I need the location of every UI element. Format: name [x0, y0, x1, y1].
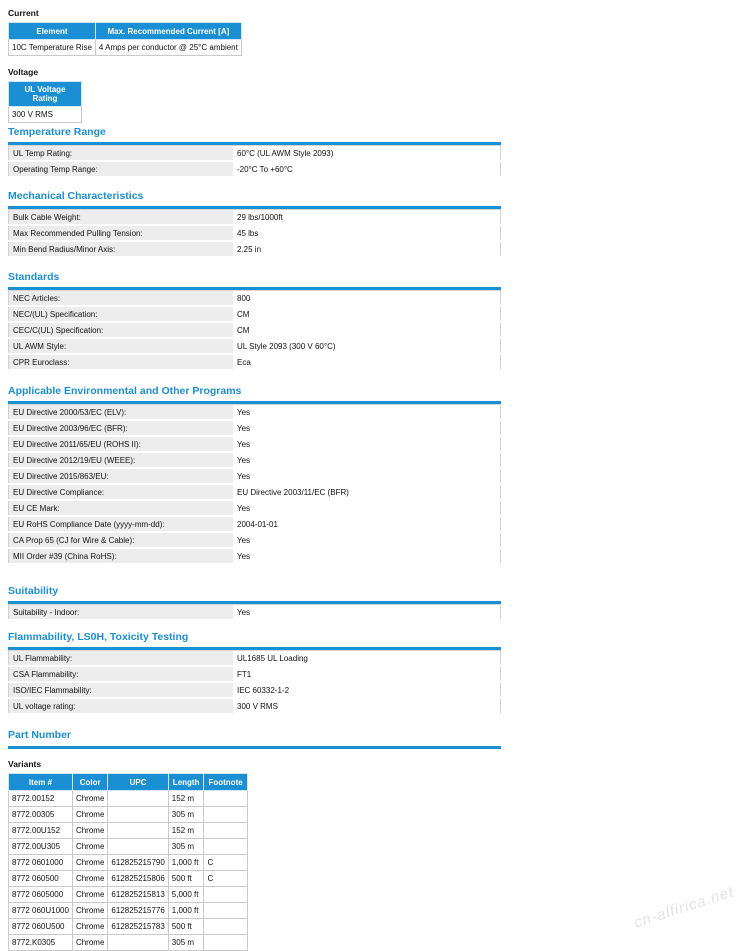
- spec-value: UL Style 2093 (300 V 60°C): [233, 338, 501, 354]
- spec-value: FT1: [233, 666, 501, 682]
- table-cell: Chrome: [72, 807, 107, 823]
- table-row: [9, 807, 248, 823]
- spec-value: 800: [233, 291, 501, 307]
- column-header: Item #: [9, 774, 73, 791]
- spec-value: Yes: [233, 532, 501, 548]
- spec-row: [9, 161, 501, 177]
- table-cell: Chrome: [72, 871, 107, 887]
- spec-row: [9, 516, 501, 532]
- variants-heading: Variants: [8, 759, 42, 769]
- table-cell: [204, 807, 247, 823]
- spec-row: [9, 532, 501, 548]
- table-cell: 612825215790: [108, 855, 168, 871]
- column-header: UL Voltage Rating: [9, 82, 82, 107]
- table-cell: 1,000 ft: [168, 903, 204, 919]
- spec-label: ISO/IEC Flammability:: [9, 682, 234, 698]
- section-title: Applicable Environmental and Other Programs: [8, 385, 242, 397]
- watermark: cn-alfirica.net: [631, 883, 737, 932]
- table-cell: Chrome: [72, 855, 107, 871]
- header-row: [9, 23, 242, 40]
- table-cell: 612825215776: [108, 903, 168, 919]
- spec-label: CPR Euroclass:: [9, 354, 234, 370]
- spec-row: [9, 225, 501, 241]
- spec-value: 45 lbs: [233, 225, 501, 241]
- spec-value: Yes: [233, 405, 501, 421]
- column-header: Footnote: [204, 774, 247, 791]
- table-cell: C: [204, 855, 247, 871]
- spec-label: EU Directive 2003/96/EC (BFR):: [9, 420, 234, 436]
- spec-label: MII Order #39 (China RoHS):: [9, 548, 234, 564]
- table-cell: 612825215806: [108, 871, 168, 887]
- column-header: UPC: [108, 774, 168, 791]
- flammability-section: [8, 631, 501, 715]
- table-cell: Chrome: [72, 839, 107, 855]
- table-cell: [204, 839, 247, 855]
- spec-label: EU Directive Compliance:: [9, 484, 234, 500]
- spec-value: 29 lbs/1000ft: [233, 210, 501, 226]
- table-cell: 300 V RMS: [9, 107, 82, 123]
- spec-row: [9, 338, 501, 354]
- section-title: Mechanical Characteristics: [8, 190, 144, 202]
- spec-label: EU RoHS Compliance Date (yyyy-mm-dd):: [9, 516, 234, 532]
- table-cell: 8772.00152: [9, 791, 73, 807]
- spec-value: 2.25 in: [233, 241, 501, 257]
- table-row: [9, 839, 248, 855]
- table-cell: C: [204, 871, 247, 887]
- spec-value: 300 V RMS: [233, 698, 501, 714]
- table-cell: Chrome: [72, 919, 107, 935]
- spec-label: NEC/(UL) Specification:: [9, 306, 234, 322]
- spec-label: EU Directive 2012/19/EU (WEEE):: [9, 452, 234, 468]
- voltage-heading: Voltage: [8, 67, 39, 77]
- section-title: Suitability: [8, 585, 59, 597]
- spec-table: [8, 404, 501, 565]
- variants-table: [8, 773, 248, 951]
- table-cell: [204, 887, 247, 903]
- table-cell: [108, 935, 168, 951]
- spec-label: UL voltage rating:: [9, 698, 234, 714]
- table-cell: [204, 903, 247, 919]
- spec-table: [8, 290, 501, 371]
- spec-row: [9, 291, 501, 307]
- table-cell: 8772.00U152: [9, 823, 73, 839]
- spec-value: UL1685 UL Loading: [233, 651, 501, 667]
- section-title: Flammability, LS0H, Toxicity Testing: [8, 631, 189, 643]
- environmental-section: [8, 385, 501, 565]
- table-row: [9, 903, 248, 919]
- table-cell: 8772 060U500: [9, 919, 73, 935]
- table-row: [9, 935, 248, 951]
- header-row: [9, 774, 248, 791]
- section-title: Temperature Range: [8, 126, 106, 138]
- section-bar: [8, 746, 501, 749]
- table-cell: Chrome: [72, 935, 107, 951]
- spec-row: [9, 354, 501, 370]
- section-title: Standards: [8, 271, 60, 283]
- section-title: Part Number: [8, 729, 72, 741]
- spec-row: [9, 666, 501, 682]
- spec-row: [9, 210, 501, 226]
- spec-value: 2004-01-01: [233, 516, 501, 532]
- table-cell: [204, 919, 247, 935]
- table-row: [9, 791, 248, 807]
- spec-label: CEC/C(UL) Specification:: [9, 322, 234, 338]
- current-table: [8, 22, 242, 56]
- table-cell: 4 Amps per conductor @ 25°C ambient: [95, 40, 241, 56]
- spec-label: CSA Flammability:: [9, 666, 234, 682]
- spec-value: Yes: [233, 605, 501, 621]
- spec-row: [9, 306, 501, 322]
- spec-label: Min Bend Radius/Minor Axis:: [9, 241, 234, 257]
- spec-label: CA Prop 65 (CJ for Wire & Cable):: [9, 532, 234, 548]
- spec-table: [8, 650, 501, 715]
- spec-value: Yes: [233, 500, 501, 516]
- table-cell: [204, 791, 247, 807]
- table-cell: 1,000 ft: [168, 855, 204, 871]
- spec-row: [9, 468, 501, 484]
- spec-value: Yes: [233, 420, 501, 436]
- table-cell: [204, 935, 247, 951]
- part-number-section: [8, 729, 501, 749]
- table-row: [9, 887, 248, 903]
- spec-label: UL Flammability:: [9, 651, 234, 667]
- spec-label: Operating Temp Range:: [9, 161, 234, 177]
- spec-label: EU Directive 2011/65/EU (ROHS II):: [9, 436, 234, 452]
- spec-value: EU Directive 2003/11/EC (BFR): [233, 484, 501, 500]
- mechanical-section: [8, 190, 501, 258]
- table-cell: 8772 060500: [9, 871, 73, 887]
- spec-value: Yes: [233, 468, 501, 484]
- table-row: [9, 823, 248, 839]
- table-cell: Chrome: [72, 903, 107, 919]
- spec-table: [8, 604, 501, 621]
- table-cell: 8772.00305: [9, 807, 73, 823]
- column-header: Color: [72, 774, 107, 791]
- spec-label: Max Recommended Pulling Tension:: [9, 225, 234, 241]
- spec-table: [8, 145, 501, 178]
- table-cell: 8772.00U305: [9, 839, 73, 855]
- spec-row: [9, 682, 501, 698]
- spec-label: EU Directive 2015/863/EU:: [9, 468, 234, 484]
- spec-row: [9, 500, 501, 516]
- table-cell: Chrome: [72, 887, 107, 903]
- current-heading: Current: [8, 8, 39, 18]
- spec-row: [9, 651, 501, 667]
- temperature-section: [8, 126, 501, 178]
- table-cell: [108, 791, 168, 807]
- header-row: [9, 82, 82, 107]
- table-cell: 10C Temperature Rise: [9, 40, 96, 56]
- table-cell: 500 ft: [168, 919, 204, 935]
- table-row: [9, 919, 248, 935]
- spec-value: 60°C (UL AWM Style 2093): [233, 146, 501, 162]
- spec-value: Yes: [233, 548, 501, 564]
- spec-label: EU CE Mark:: [9, 500, 234, 516]
- spec-label: Bulk Cable Weight:: [9, 210, 234, 226]
- table-row: [9, 107, 82, 123]
- spec-row: [9, 322, 501, 338]
- spec-label: NEC Articles:: [9, 291, 234, 307]
- spec-value: Eca: [233, 354, 501, 370]
- column-header: Length: [168, 774, 204, 791]
- spec-value: CM: [233, 306, 501, 322]
- table-cell: 5,000 ft: [168, 887, 204, 903]
- table-cell: Chrome: [72, 823, 107, 839]
- spec-value: Yes: [233, 436, 501, 452]
- table-row: [9, 40, 242, 56]
- spec-row: [9, 420, 501, 436]
- spec-row: [9, 484, 501, 500]
- voltage-table: [8, 81, 82, 123]
- spec-row: [9, 698, 501, 714]
- table-cell: [108, 823, 168, 839]
- column-header: Max. Recommended Current [A]: [95, 23, 241, 40]
- spec-row: [9, 146, 501, 162]
- spec-row: [9, 241, 501, 257]
- table-cell: [108, 807, 168, 823]
- table-cell: 8772 0605000: [9, 887, 73, 903]
- table-cell: [108, 839, 168, 855]
- table-cell: 500 ft: [168, 871, 204, 887]
- spec-table: [8, 209, 501, 258]
- table-cell: 152 m: [168, 791, 204, 807]
- table-cell: 305 m: [168, 807, 204, 823]
- table-row: [9, 855, 248, 871]
- spec-row: [9, 452, 501, 468]
- standards-section: [8, 271, 501, 371]
- spec-row: [9, 548, 501, 564]
- table-cell: 8772.K0305: [9, 935, 73, 951]
- spec-value: -20°C To +60°C: [233, 161, 501, 177]
- spec-value: CM: [233, 322, 501, 338]
- table-cell: Chrome: [72, 791, 107, 807]
- table-row: [9, 871, 248, 887]
- spec-label: Suitability - Indoor:: [9, 605, 234, 621]
- suitability-section: [8, 585, 501, 621]
- table-cell: 612825215813: [108, 887, 168, 903]
- spec-label: UL Temp Rating:: [9, 146, 234, 162]
- table-cell: 8772 0601000: [9, 855, 73, 871]
- spec-value: IEC 60332-1-2: [233, 682, 501, 698]
- table-cell: 305 m: [168, 839, 204, 855]
- table-cell: 152 m: [168, 823, 204, 839]
- table-cell: 305 m: [168, 935, 204, 951]
- spec-row: [9, 605, 501, 621]
- spec-value: Yes: [233, 452, 501, 468]
- column-header: Element: [9, 23, 96, 40]
- spec-row: [9, 405, 501, 421]
- table-cell: [204, 823, 247, 839]
- spec-label: EU Directive 2000/53/EC (ELV):: [9, 405, 234, 421]
- table-cell: 612825215783: [108, 919, 168, 935]
- spec-row: [9, 436, 501, 452]
- spec-label: UL AWM Style:: [9, 338, 234, 354]
- table-cell: 8772 060U1000: [9, 903, 73, 919]
